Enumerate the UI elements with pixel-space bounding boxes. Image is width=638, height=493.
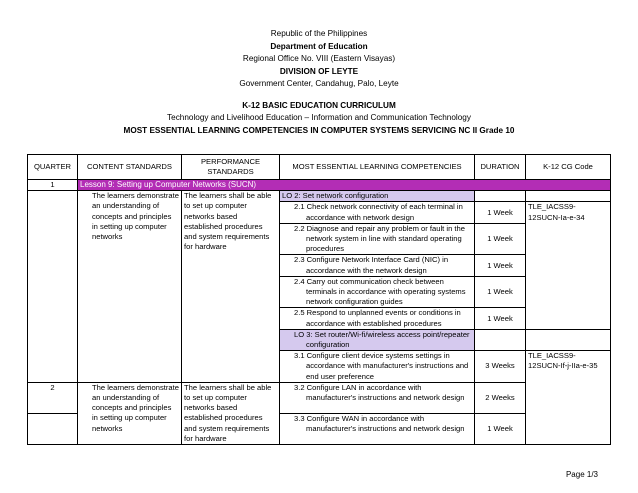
header-regional-office: Regional Office No. VIII (Eastern Visayas): [242, 54, 396, 63]
duration: 1 Week: [475, 413, 526, 444]
content-standard: The learners demonstrate an understanding of concepts and principles in setting up computer networks: [78, 382, 182, 444]
table-row: [28, 191, 611, 202]
quarter-1: 1: [28, 180, 78, 191]
duration: 1 Week: [475, 308, 526, 329]
header-subject: Technology and Livelihood Education – Information and Communication Technology: [167, 113, 471, 122]
col-duration: DURATION: [475, 155, 526, 180]
col-competencies: MOST ESSENTIAL LEARNING COMPETENCIES: [280, 155, 475, 180]
header-address: Government Center, Candahug, Palo, Leyte: [239, 79, 399, 88]
competencies-table: [27, 154, 611, 445]
cg-code: TLE_IACSS9-12SUCN-If-j-IIa-e-35: [526, 351, 611, 445]
page-number: Page 1/3: [565, 470, 598, 479]
competency-2-2: 2.2 Diagnose and repair any problem or fault in the network system in line with standard operating procedures: [280, 223, 475, 255]
competency-2-4: 2.4 Carry out communication check between terminals in accordance with operating systems network configuration guides: [280, 276, 475, 308]
competency-3-2: 3.2 Configure LAN in accordance with manufacturer's instructions and network design: [280, 382, 475, 413]
col-content-standards: CONTENT STANDARDS: [78, 155, 182, 180]
cg-code: TLE_IACSS9-12SUCN-Ia-e-34: [526, 202, 611, 329]
competency-3-1: 3.1 Configure client device systems settings in accordance with manufacturer's instructions and end user preference: [280, 351, 475, 383]
col-performance-standards: PERFORMANCE STANDARDS: [182, 155, 280, 180]
duration: 1 Week: [475, 276, 526, 308]
competency-2-5: 2.5 Respond to unplanned events or conditions in accordance with established procedures: [280, 308, 475, 329]
document-header: [0, 28, 638, 137]
header-department: Department of Education: [270, 41, 368, 51]
col-cg-code: K-12 CG Code: [526, 155, 611, 180]
lesson-row: [28, 180, 611, 191]
lo-2: LO 2: Set network configuration: [280, 191, 475, 202]
duration: 3 Weeks: [475, 351, 526, 383]
performance-standard: The learners shall be able to set up computer networks based established procedures and system requirements for hardware: [182, 382, 280, 444]
header-curriculum: K-12 BASIC EDUCATION CURRICULUM: [242, 100, 396, 110]
lesson-title: Lesson 9: Setting up Computer Networks (SUCN): [78, 180, 611, 191]
table-header-row: [28, 155, 611, 180]
header-republic: Republic of the Philippines: [270, 29, 368, 38]
duration: 1 Week: [475, 223, 526, 255]
header-division: DIVISION OF LEYTE: [279, 66, 359, 76]
table-row: [28, 382, 611, 413]
quarter-2: 2: [28, 382, 78, 413]
competency-2-1: 2.1 Check network connectivity of each terminal in accordance with network design: [280, 202, 475, 223]
performance-standard: The learners shall be able to set up computer networks based established procedures and system requirements for hardware: [182, 191, 280, 383]
duration: 1 Week: [475, 202, 526, 223]
competency-2-3: 2.3 Configure Network Interface Card (NIC) in accordance with the network design: [280, 255, 475, 276]
duration: 2 Weeks: [475, 382, 526, 413]
content-standard: The learners demonstrate an understanding of concepts and principles in setting up computer networks: [78, 191, 182, 383]
competency-3-3: 3.3 Configure WAN in accordance with manufacturer's instructions and network design: [280, 413, 475, 444]
header-title: MOST ESSENTIAL LEARNING COMPETENCIES IN COMPUTER SYSTEMS SERVICING NC II Grade 10: [123, 125, 515, 135]
duration: 1 Week: [475, 255, 526, 276]
lo-3: LO 3: Set router/Wi-fi/wireless access point/repeater configuration: [280, 329, 475, 350]
col-quarter: QUARTER: [28, 155, 78, 180]
